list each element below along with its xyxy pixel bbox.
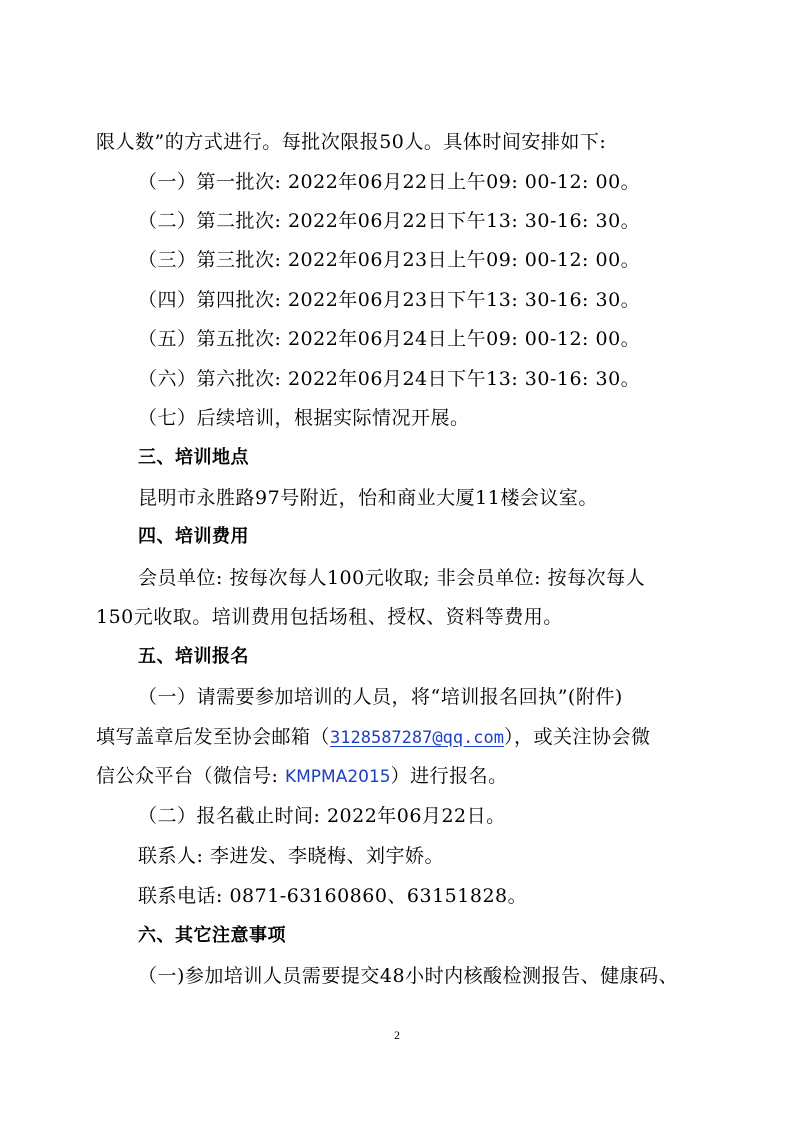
contact-phone: 联系电话: 0871-63160860、63151828。 xyxy=(138,885,528,907)
registration-deadline: （二）报名截止时间: 2022年06月22日。 xyxy=(138,805,506,827)
batch-2: （二）第二批次: 2022年06月22日下午13: 30-16: 30。 xyxy=(138,210,641,232)
section-heading-other: 六、其它注意事项 xyxy=(138,925,286,946)
registration-text: ），或关注协会微 xyxy=(504,726,651,748)
section-heading-registration: 五、培训报名 xyxy=(138,646,249,667)
registration-text: 信公众平台（微信号: xyxy=(96,765,285,787)
fees-line-1: 会员单位: 按每次每人100元收取; 非会员单位: 按每次每人 xyxy=(138,567,646,589)
registration-text: ）进行报名。 xyxy=(390,765,508,787)
registration-text: 填写盖章后发至协会邮箱（ xyxy=(96,726,331,748)
other-item-1: （一)参加培训人员需要提交48小时内核酸检测报告、健康码、 xyxy=(138,965,679,987)
batch-7: （七）后续培训，根据实际情况开展。 xyxy=(138,407,470,429)
section-heading-location: 三、培训地点 xyxy=(138,447,249,468)
location-text: 昆明市永胜路97号附近，怡和商业大厦11楼会议室。 xyxy=(138,487,598,509)
paragraph-line: 限人数”的方式进行。每批次限报50人。具体时间安排如下: xyxy=(96,131,607,153)
fees-line-2: 150元收取。培训费用包括场租、授权、资料等费用。 xyxy=(96,606,563,628)
contact-persons: 联系人: 李进发、李晓梅、刘宇娇。 xyxy=(138,845,444,867)
page-number: 2 xyxy=(394,1028,400,1042)
registration-item-1-line-2 xyxy=(96,725,651,750)
wechat-id: KMPMA2015 xyxy=(284,767,391,787)
registration-item-1-line-1: （一）请需要参加培训的人员，将“培训报名回执”(附件) xyxy=(138,686,623,708)
registration-item-1-line-3 xyxy=(96,764,508,789)
batch-3: （三）第三批次: 2022年06月23日上午09: 00-12: 00。 xyxy=(138,249,641,271)
batch-4: （四）第四批次: 2022年06月23日下午13: 30-16: 30。 xyxy=(138,289,641,311)
section-heading-fees: 四、培训费用 xyxy=(138,526,249,547)
batch-1: （一）第一批次: 2022年06月22日上午09: 00-12: 00。 xyxy=(138,171,641,193)
email-link[interactable]: 3128587287@qq.com xyxy=(330,728,505,748)
batch-6: （六）第六批次: 2022年06月24日下午13: 30-16: 30。 xyxy=(138,368,641,390)
batch-5: （五）第五批次: 2022年06月24日上午09: 00-12: 00。 xyxy=(138,328,641,350)
